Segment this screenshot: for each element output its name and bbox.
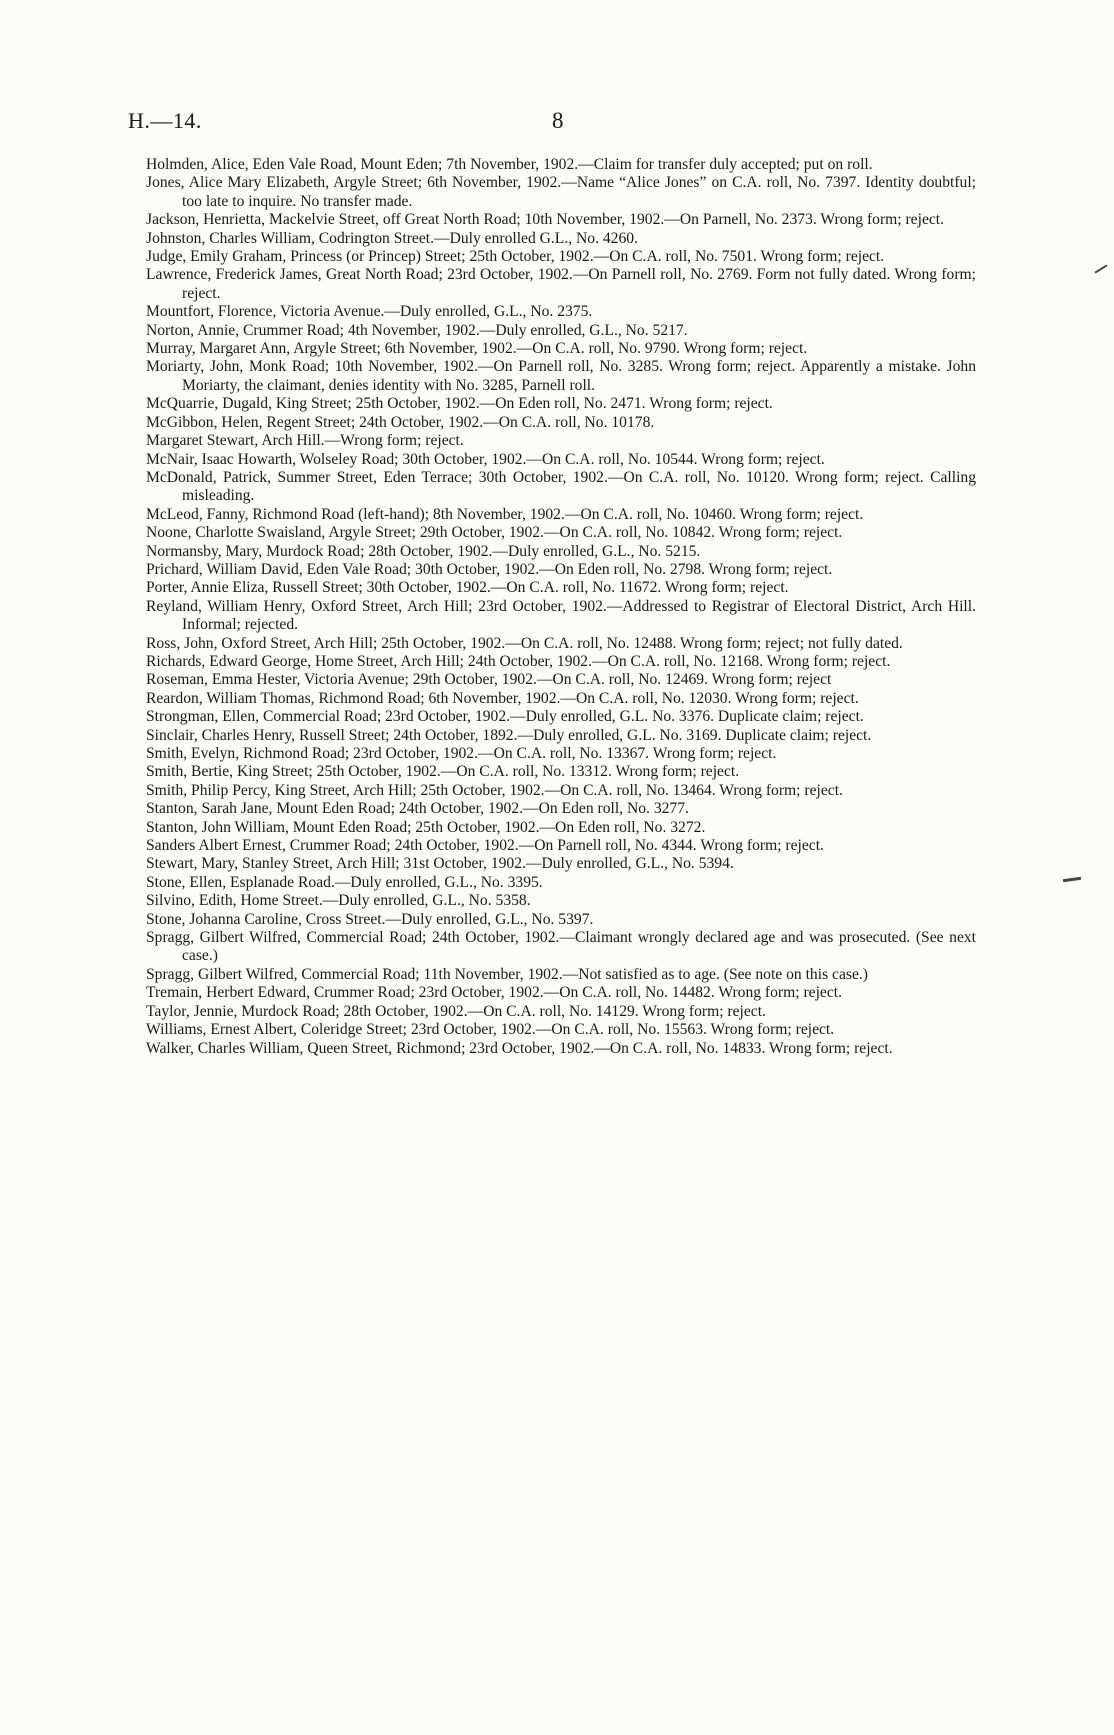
list-item: Moriarty, John, Monk Road; 10th November, 1902.—On Parnell roll, No. 3285. Wrong form; reject. Apparently a mistake. John Moriarty, the claimant, denies identity with No. 3285, Parnell roll. [146,358,976,394]
list-item: Lawrence, Frederick James, Great North Road; 23rd October, 1902.—On Parnell roll, No. 2769. Form not fully dated. Wrong form; reject. [146,266,976,302]
list-item: Taylor, Jennie, Murdock Road; 28th October, 1902.—On C.A. roll, No. 14129. Wrong form; reject. [146,1002,766,1020]
list-item: Johnston, Charles William, Codrington Street.—Duly enrolled G.L., No. 4260. [146,229,638,247]
list-item: Stone, Ellen, Esplanade Road.—Duly enrolled, G.L., No. 3395. [146,873,543,891]
list-item: Strongman, Ellen, Commercial Road; 23rd October, 1902.—Duly enrolled, G.L. No. 3376. Duplicate claim; reject. [146,708,864,726]
list-item: Spragg, Gilbert Wilfred, Commercial Road; 24th October, 1902.—Claimant wrongly declared age and was prosecuted. (See next case.) [146,929,976,965]
list-item: Smith, Philip Percy, King Street, Arch Hill; 25th October, 1902.—On C.A. roll, No. 13464. Wrong form; reject. [146,781,843,799]
list-item: Jones, Alice Mary Elizabeth, Argyle Street; 6th November, 1902.—Name “Alice Jones” on C.A. roll, No. 7397. Identity doubtful; too late to inquire. No transfer made. [146,174,976,210]
list-item: Tremain, Herbert Edward, Crummer Road; 23rd October, 1902.—On C.A. roll, No. 14482. Wrong form; reject. [146,984,842,1002]
list-item: Sanders Albert Ernest, Crummer Road; 24th October, 1902.—On Parnell roll, No. 4344. Wrong form; reject. [146,837,824,855]
page-header [128,108,988,142]
list-item: Mountfort, Florence, Victoria Avenue.—Duly enrolled, G.L., No. 2375. [146,303,593,321]
list-item: Stewart, Mary, Stanley Street, Arch Hill; 31st October, 1902.—Duly enrolled, G.L., No. 5394. [146,855,734,873]
list-item: Normansby, Mary, Murdock Road; 28th October, 1902.—Duly enrolled, G.L., No. 5215. [146,542,701,560]
list-item: Walker, Charles William, Queen Street, Richmond; 23rd October, 1902.—On C.A. roll, No. 14833. Wrong form; reject. [146,1039,893,1057]
list-item: Margaret Stewart, Arch Hill.—Wrong form; reject. [146,432,464,450]
list-item: Stanton, John William, Mount Eden Road; 25th October, 1902.—On Eden roll, No. 3272. [146,818,706,836]
list-item: McGibbon, Helen, Regent Street; 24th October, 1902.—On C.A. roll, No. 10178. [146,413,655,431]
margin-pencil-mark [1063,877,1081,882]
list-item: Reardon, William Thomas, Richmond Road; 6th November, 1902.—On C.A. roll, No. 12030. Wrong form; reject. [146,689,859,707]
list-item: Reyland, William Henry, Oxford Street, Arch Hill; 23rd October, 1902.—Addressed to Registrar of Electoral District, Arch Hill. Informal; rejected. [146,597,976,634]
list-item: Spragg, Gilbert Wilfred, Commercial Road; 11th November, 1902.—Not satisfied as to age. (See note on this case.) [146,965,868,983]
list-item: Stone, Johanna Caroline, Cross Street.—Duly enrolled, G.L., No. 5397. [146,910,594,928]
list-item: Richards, Edward George, Home Street, Arch Hill; 24th October, 1902.—On C.A. roll, No. 12168. Wrong form; reject. [146,652,891,670]
list-item: Holmden, Alice, Eden Vale Road, Mount Eden; 7th November, 1902.—Claim for transfer duly accepted; put on roll. [146,156,873,173]
list-item: Smith, Bertie, King Street; 25th October, 1902.—On C.A. roll, No. 13312. Wrong form; reject. [146,763,740,781]
list-item: Norton, Annie, Crummer Road; 4th November, 1902.—Duly enrolled, G.L., No. 5217. [146,321,688,339]
list-item: Ross, John, Oxford Street, Arch Hill; 25th October, 1902.—On C.A. roll, No. 12488. Wrong form; reject; not fully dated. [146,634,903,652]
list-item: Williams, Ernest Albert, Coleridge Street; 23rd October, 1902.—On C.A. roll, No. 15563. Wrong form; reject. [146,1021,835,1039]
list-item: McNair, Isaac Howarth, Wolseley Road; 30th October, 1902.—On C.A. roll, No. 10544. Wrong form; reject. [146,450,825,468]
list-item: Noone, Charlotte Swaisland, Argyle Street; 29th October, 1902.—On C.A. roll, No. 10842. Wrong form; reject. [146,524,843,542]
list-item: McDonald, Patrick, Summer Street, Eden Terrace; 30th October, 1902.—On C.A. roll, No. 10120. Wrong form; reject. Calling misleading. [146,468,976,505]
list-item: Sinclair, Charles Henry, Russell Street; 24th October, 1892.—Duly enrolled, G.L. No. 3169. Duplicate claim; reject. [146,726,872,744]
list-item: Murray, Margaret Ann, Argyle Street; 6th November, 1902.—On C.A. roll, No. 9790. Wrong form; reject. [146,340,808,358]
list-item: Smith, Evelyn, Richmond Road; 23rd October, 1902.—On C.A. roll, No. 13367. Wrong form; reject. [146,745,777,762]
list-item: Judge, Emily Graham, Princess (or Princep) Street; 25th October, 1902.—On C.A. roll, No. 7501. Wrong form; reject. [146,248,885,266]
list-item: Jackson, Henrietta, Mackelvie Street, off Great North Road; 10th November, 1902.—On Parnell, No. 2373. Wrong form; reject. [146,211,945,229]
list-item: Prichard, William David, Eden Vale Road; 30th October, 1902.—On Eden roll, No. 2798. Wrong form; reject. [146,560,833,578]
list-item: Porter, Annie Eliza, Russell Street; 30th October, 1902.—On C.A. roll, No. 11672. Wrong form; reject. [146,579,789,597]
document-reference: H.—14. [128,108,202,133]
margin-pencil-mark [1095,264,1108,273]
entries-list [146,156,976,1058]
list-item: McLeod, Fanny, Richmond Road (left-hand); 8th November, 1902.—On C.A. roll, No. 10460. Wrong form; reject. [146,505,864,523]
page-number: 8 [552,108,564,133]
list-item: Stanton, Sarah Jane, Mount Eden Road; 24th October, 1902.—On Eden roll, No. 3277. [146,800,689,818]
list-item: McQuarrie, Dugald, King Street; 25th October, 1902.—On Eden roll, No. 2471. Wrong form; reject. [146,395,773,413]
list-item: Silvino, Edith, Home Street.—Duly enrolled, G.L., No. 5358. [146,892,531,910]
list-item: Roseman, Emma Hester, Victoria Avenue; 29th October, 1902.—On C.A. roll, No. 12469. Wrong form; reject [146,671,832,689]
